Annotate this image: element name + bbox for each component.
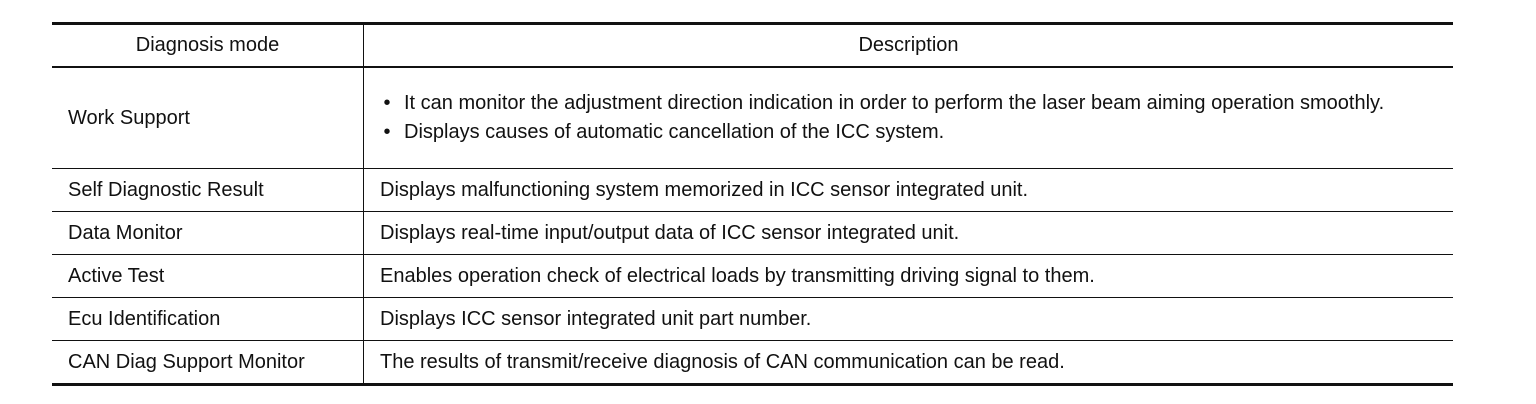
table-row <box>52 67 1453 169</box>
mode-cell: Ecu Identification <box>52 298 364 341</box>
bullet-item <box>380 89 1437 118</box>
description-cell: Displays malfunctioning system memorized in ICC sensor integrated unit. <box>364 169 1454 212</box>
description-cell: Displays real-time input/output data of ICC sensor integrated unit. <box>364 212 1454 255</box>
table-row <box>52 255 1453 298</box>
table-row <box>52 341 1453 385</box>
description-bullet-list <box>380 89 1437 147</box>
mode-cell: Self Diagnostic Result <box>52 169 364 212</box>
table-row <box>52 298 1453 341</box>
description-cell: Enables operation check of electrical loads by transmitting driving signal to them. <box>364 255 1454 298</box>
bullet-text: It can monitor the adjustment direction indication in order to perform the laser beam aiming operation smoothly. <box>404 92 1385 114</box>
header-diagnosis-mode: Diagnosis mode <box>52 24 364 68</box>
table-header-row <box>52 24 1453 68</box>
description-cell: The results of transmit/receive diagnosis of CAN communication can be read. <box>364 341 1454 385</box>
table-row <box>52 169 1453 212</box>
mode-cell: CAN Diag Support Monitor <box>52 341 364 385</box>
mode-cell: Data Monitor <box>52 212 364 255</box>
bullet-icon: • <box>383 121 391 143</box>
description-cell <box>364 67 1454 169</box>
description-cell: Displays ICC sensor integrated unit part number. <box>364 298 1454 341</box>
mode-cell: Work Support <box>52 67 364 169</box>
mode-cell: Active Test <box>52 255 364 298</box>
bullet-text: Displays causes of automatic cancellation of the ICC system. <box>404 121 945 143</box>
table-row <box>52 212 1453 255</box>
bullet-icon: • <box>383 92 391 114</box>
bullet-item <box>380 118 1437 147</box>
diagnosis-mode-table <box>52 22 1453 386</box>
header-description: Description <box>364 24 1454 68</box>
